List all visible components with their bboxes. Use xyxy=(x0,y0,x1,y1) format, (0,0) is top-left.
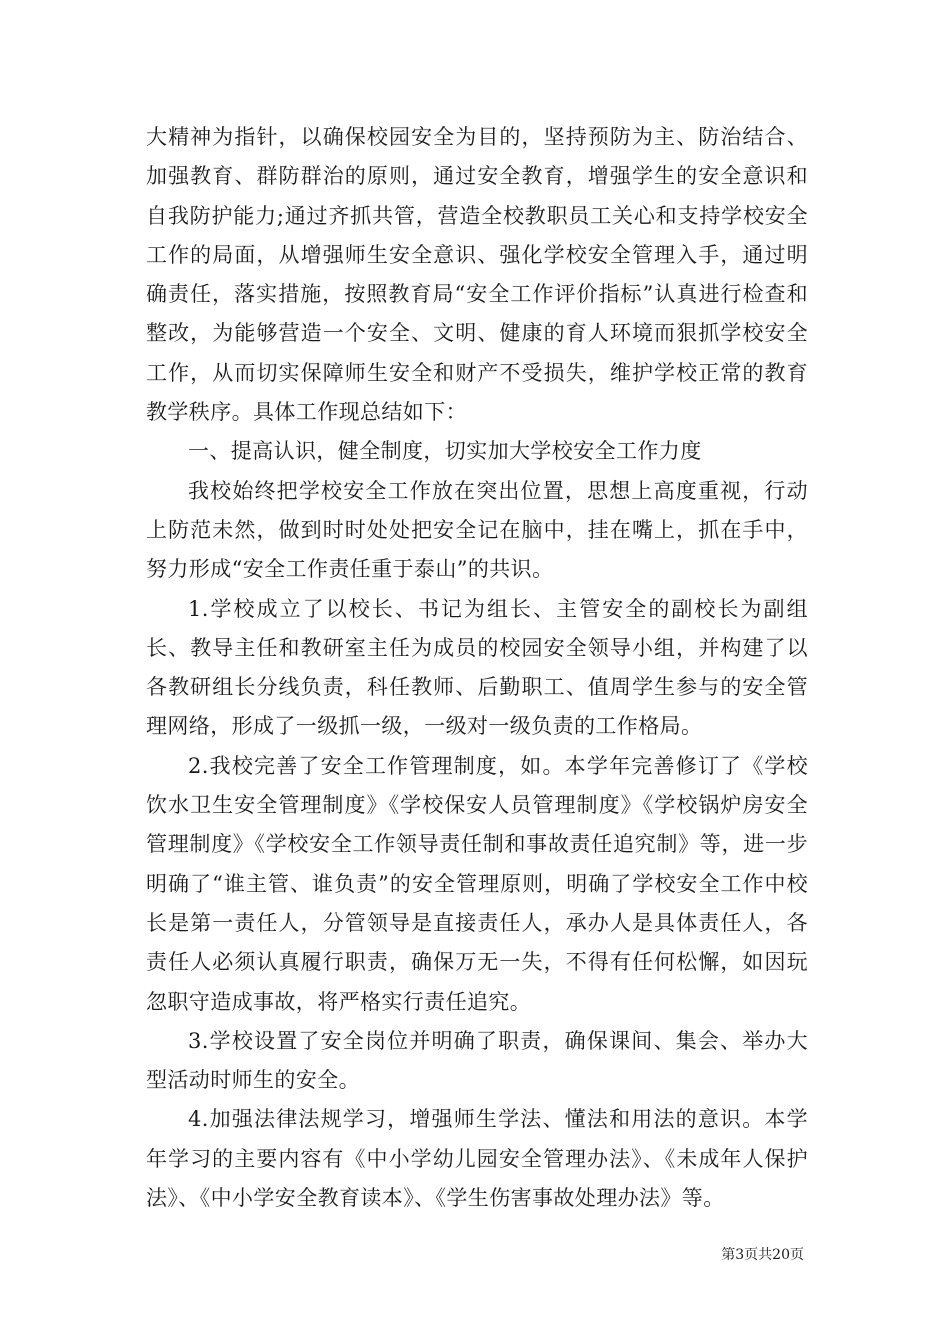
paragraph: 我校始终把学校安全工作放在突出位置，思想上高度重视，行动上防范未然，做到时时处处把安全记在脑中，挂在嘴上，抓在手中，努力形成“安全工作责任重于泰山”的共识。 xyxy=(146,478,808,582)
paragraph-continuation: 大精神为指针，以确保校园安全为目的，坚持预防为主、防治结合、加强教育、群防群治的原则，通过安全教育，增强学生的安全意识和自我防护能力;通过齐抓共管，营造全校教职员工关心和支持学校安全工作的局面，从增强师生安全意识、强化学校安全管理入手，通过明确责任，落实措施，按照教育局“安全工作评价指标”认真进行检查和整改，为能够营造一个安全、文明、健康的育人环境而狠抓学校安全工作，从而切实保障师生安全和财产不受损失，维护学校正常的教育教学秩序。具体工作现总结如下： xyxy=(146,125,808,425)
paragraph-item-4: 4.加强法律法规学习，增强师生学法、懂法和用法的意识。本学年学习的主要内容有《中小学幼儿园安全管理办法》、《未成年人保护法》、《中小学安全教育读本》、《学生伤害事故处理办法》等。 xyxy=(146,1107,808,1211)
paragraph-item-2: 2.我校完善了安全工作管理制度，如。本学年完善修订了《学校饮水卫生安全管理制度》《学校保安人员管理制度》《学校锅炉房安全管理制度》《学校安全工作领导责任制和事故责任追究制》等，进一步明确了“谁主管、谁负责”的安全管理原则，明确了学校安全工作中校长是第一责任人，分管领导是直接责任人，承办人是具体责任人，各责任人必须认真履行职责，确保万无一失，不得有任何松懈，如因玩忽职守造成事故，将严格实行责任追究。 xyxy=(146,753,808,1014)
paragraph-item-1: 1.学校成立了以校长、书记为组长、主管安全的副校长为副组长、教导主任和教研室主任为成员的校园安全领导小组，并构建了以各教研组长分线负责，科任教师、后勤职工、值周学生参与的安全管理网络，形成了一级抓一级，一级对一级负责的工作格局。 xyxy=(146,596,808,739)
paragraph-item-3: 3.学校设置了安全岗位并明确了职责，确保课间、集会、举办大型活动时师生的安全。 xyxy=(146,1028,808,1093)
page-number: 第3页共20页 xyxy=(721,1247,804,1263)
body-text xyxy=(146,118,808,1218)
section-heading: 一、提高认识，健全制度，切实加大学校安全工作力度 xyxy=(188,439,702,464)
